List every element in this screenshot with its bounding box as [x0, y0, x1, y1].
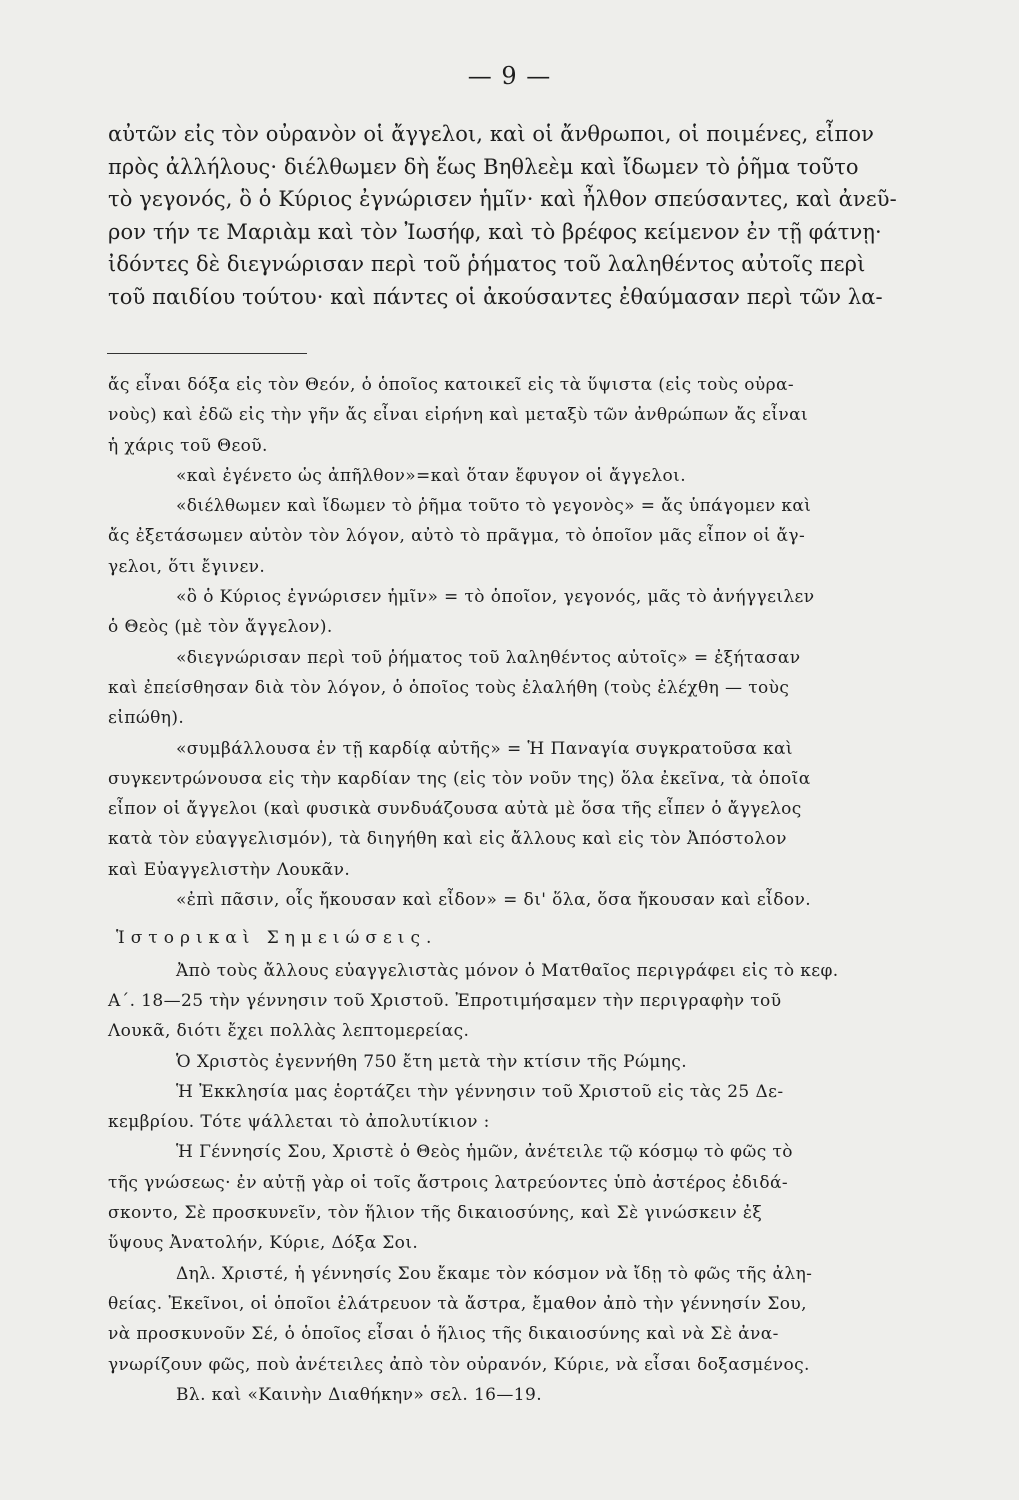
historical-note-line: θείας. Ἐκεῖνοι, οἱ ὁποῖοι ἐλάτρευον τὰ ἄστρα, ἔμαθον ἀπὸ τὴν γέννησίν Σου,	[108, 1293, 807, 1314]
historical-note-line: γνωρίζουν φῶς, ποὺ ἀνέτειλες ἀπὸ τὸν οὐρανόν, Κύριε, νὰ εἶσαι δοξασμένος.	[108, 1354, 810, 1375]
page-number: — 9 —	[467, 62, 552, 90]
historical-note-line: Ἀπὸ τοὺς ἄλλους εὐαγγελιστὰς μόνον ὁ Ματθαῖος περιγράφει εἰς τὸ κεφ.	[176, 960, 839, 981]
note-line: καὶ ἐπείσθησαν διὰ τὸν λόγον, ὁ ὁποῖος τοὺς ἐλαλήθη (τοὺς ἐλέχθη — τοὺς	[108, 677, 790, 698]
note-line: «ἐπὶ πᾶσιν, οἷς ἤκουσαν καὶ εἶδον» = δι' ὅλα, ὅσα ἤκουσαν καὶ εἶδον.	[176, 890, 812, 911]
note-line: ἄς ἐξετάσωμεν αὐτὸν τὸν λόγον, αὐτὸ τὸ πρᾶγμα, τὸ ὁποῖον μᾶς εἶπον οἱ ἄγ-	[108, 526, 806, 547]
note-line: ἡ χάρις τοῦ Θεοῦ.	[108, 435, 268, 456]
note-line: «διέλθωμεν καὶ ἴδωμεν τὸ ῥῆμα τοῦτο τὸ γεγονὸς» = ἄς ὑπάγομεν καὶ	[176, 496, 812, 517]
note-line: «διεγνώρισαν περὶ τοῦ ῥήματος τοῦ λαληθέντος αὐτοῖς» = ἐξήτασαν	[176, 647, 801, 668]
historical-note-line: Ἡ Ἐκκλησία μας ἑορτάζει τὴν γέννησιν τοῦ Χριστοῦ εἰς τὰς 25 Δε-	[176, 1081, 784, 1102]
historical-note-line: σκοντο, Σὲ προσκυνεῖν, τὸν ἥλιον τῆς δικαιοσύνης, καὶ Σὲ γινώσκειν ἐξ	[108, 1203, 763, 1224]
footnote-divider	[107, 353, 307, 354]
historical-note-line: Ὁ Χριστὸς ἐγεννήθη 750 ἔτη μετὰ τὴν κτίσιν τῆς Ρώμης.	[176, 1051, 688, 1072]
note-line: «συμβάλλουσα ἐν τῇ καρδίᾳ αὐτῆς» = Ἡ Παναγία συγκρατοῦσα καὶ	[176, 738, 793, 759]
note-line: καὶ Εὐαγγελιστὴν Λουκᾶν.	[108, 859, 351, 880]
note-line: νοὺς) καὶ ἐδῶ εἰς τὴν γῆν ἄς εἶναι εἰρήνη καὶ μεταξὺ τῶν ἀνθρώπων ἄς εἶναι	[108, 405, 809, 426]
historical-note-line: Βλ. καὶ «Καινὴν Διαθήκην» σελ. 16—19.	[176, 1384, 543, 1405]
historical-note-line: Α΄. 18—25 τὴν γέννησιν τοῦ Χριστοῦ. Ἐπροτιμήσαμεν τὴν περιγραφὴν τοῦ	[108, 990, 782, 1011]
note-line: γελοι, ὅτι ἔγινεν.	[108, 556, 266, 577]
notes-block	[108, 370, 928, 1410]
main-text-line: πρὸς ἀλλήλους· διέλθωμεν δὴ ἕως Βηθλεὲμ καὶ ἴδωμεν τὸ ῥῆμα τοῦτο	[108, 154, 859, 179]
historical-note-line: κεμβρίου. Τότε ψάλλεται τὸ ἀπολυτίκιον :	[108, 1112, 490, 1133]
note-line: ἄς εἶναι δόξα εἰς τὸν Θεόν, ὁ ὁποῖος κατοικεῖ εἰς τὰ ὕψιστα (εἰς τοὺς οὐρα-	[108, 375, 795, 395]
section-heading: Ἱστορικαὶ Σημειώσεις.	[116, 928, 438, 949]
main-text-line: ρον τήν τε Μαριὰμ καὶ τὸν Ἰωσήφ, καὶ τὸ βρέφος κείμενον ἐν τῇ φάτνῃ·	[108, 219, 882, 244]
note-line: ὁ Θεὸς (μὲ τὸν ἄγγελον).	[108, 617, 333, 638]
historical-note-line: νὰ προσκυνοῦν Σέ, ὁ ὁποῖος εἶσαι ὁ ἥλιος τῆς δικαιοσύνης καὶ νὰ Σὲ ἀνα-	[108, 1324, 779, 1345]
historical-note-line: Λουκᾶ, διότι ἔχει πολλὰς λεπτομερείας.	[108, 1021, 470, 1042]
main-text-block	[108, 118, 908, 313]
note-line: «καὶ ἐγένετο ὡς ἀπῆλθον»=καὶ ὅταν ἔφυγον οἱ ἄγγελοι.	[176, 465, 687, 486]
main-text-line: αὐτῶν εἰς τὸν οὐρανὸν οἱ ἄγγελοι, καὶ οἱ ἄνθρωποι, οἱ ποιμένες, εἶπον	[108, 122, 875, 146]
note-line: «ὃ ὁ Κύριος ἐγνώρισεν ἡμῖν» = τὸ ὁποῖον, γεγονός, μᾶς τὸ ἀνήγγειλεν	[176, 587, 815, 608]
historical-note-line: ὕψους Ἀνατολήν, Κύριε, Δόξα Σοι.	[108, 1233, 419, 1254]
note-line: εἶπον οἱ ἄγγελοι (καὶ φυσικὰ συνδυάζουσα αὐτὰ μὲ ὅσα τῆς εἶπεν ὁ ἄγγελος	[108, 799, 802, 820]
historical-note-line: Ἡ Γέννησίς Σου, Χριστὲ ὁ Θεὸς ἡμῶν, ἀνέτειλε τῷ κόσμῳ τὸ φῶς τὸ	[176, 1142, 793, 1163]
historical-note-line: τῆς γνώσεως· ἐν αὐτῇ γὰρ οἱ τοῖς ἄστροις λατρεύοντες ὑπὸ ἀστέρος ἐδιδά-	[108, 1172, 789, 1193]
note-line: συγκεντρώνουσα εἰς τὴν καρδίαν της (εἰς τὸν νοῦν της) ὅλα ἐκεῖνα, τὰ ὁποῖα	[108, 768, 811, 789]
historical-note-line: Δηλ. Χριστέ, ἡ γέννησίς Σου ἔκαμε τὸν κόσμον νὰ ἴδῃ τὸ φῶς τῆς ἀλη-	[176, 1263, 813, 1284]
note-line: κατὰ τὸν εὐαγγελισμόν), τὰ διηγήθη καὶ εἰς ἄλλους καὶ εἰς τὸν Ἀπόστολον	[108, 829, 787, 850]
main-text-line: τὸ γεγονός, ὃ ὁ Κύριος ἐγνώρισεν ἡμῖν· καὶ ἦλθον σπεύσαντες, καὶ ἀνεῦ-	[108, 187, 897, 211]
main-text-line: τοῦ παιδίου τούτου· καὶ πάντες οἱ ἀκούσαντες ἐθαύμασαν περὶ τῶν λα-	[108, 284, 883, 309]
note-line: εἰπώθη).	[108, 708, 185, 729]
main-text-line: ἰδόντες δὲ διεγνώρισαν περὶ τοῦ ῥήματος τοῦ λαληθέντος αὐτοῖς περὶ	[108, 252, 866, 276]
